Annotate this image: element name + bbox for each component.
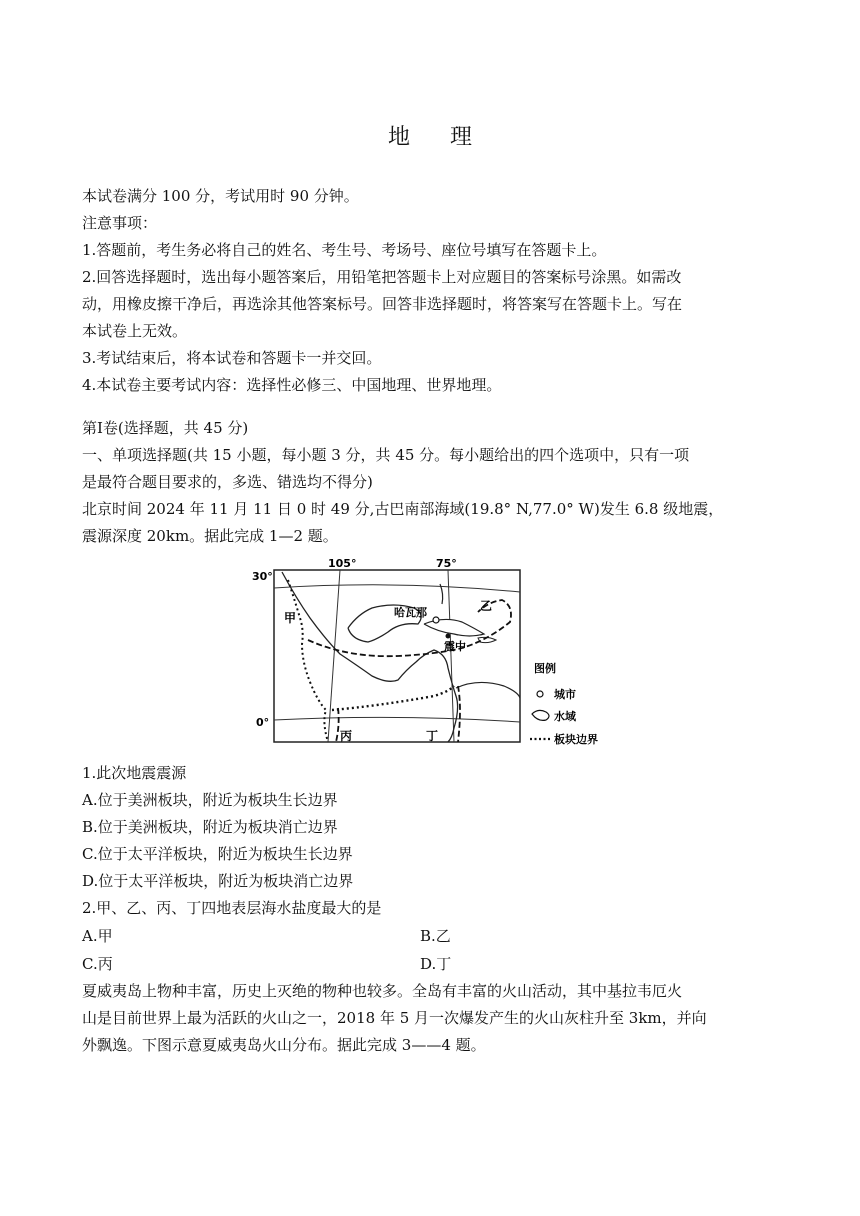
notice-item-2-line: 本试卷上无效。 <box>82 322 188 340</box>
question-context-line: 北京时间 2024 年 11 月 11 日 0 时 49 分,古巴南部海域(19.8° N,77.0° W)发生 6.8 级地震， <box>82 500 724 518</box>
legend-boundary-label: 板块边界 <box>554 733 598 746</box>
plate-boundary-ridge <box>336 708 339 742</box>
question-1-option-c: C.位于太平洋板块，附近为板块生长边界 <box>82 845 353 863</box>
title-char-1: 地 <box>387 125 410 150</box>
question-1-option-d: D.位于太平洋板块，附近为板块消亡边界 <box>82 872 354 890</box>
question-2-options-row <box>82 922 782 950</box>
lat-label-0: 0° <box>256 716 270 729</box>
section-instructions-line: 一、单项选择题(共 15 小题，每小题 3 分，共 45 分。每小题给出的四个选项中，只有一项 <box>82 446 690 464</box>
section-instructions-line: 是最符合题目要求的，多选、错选均不得分) <box>82 473 373 491</box>
notice-item-2 <box>82 264 782 345</box>
lon-label-105: 105° <box>328 558 357 570</box>
question-1-option-b: B.位于美洲板块，附近为板块消亡边界 <box>82 818 338 836</box>
hawaii-context-line: 山是目前世界上最为活跃的火山之一，2018 年 5 月一次爆发产生的火山灰柱升至 3km，并向 <box>82 1009 707 1027</box>
question-context-line: 震源深度 20km。据此完成 1—2 题。 <box>82 527 338 545</box>
longitude-line-75 <box>448 570 454 742</box>
lon-label-75: 75° <box>436 558 457 570</box>
longitude-line-105 <box>328 570 340 742</box>
label-epicenter: 震中 <box>444 640 466 653</box>
notice-heading: 注意事项： <box>82 214 158 232</box>
label-havana: 哈瓦那 <box>394 606 427 619</box>
notice-item-2-line: 动，用橡皮擦干净后，再选涂其他答案标号。回答非选择题时，将答案写在答题卡上。写在 <box>82 295 683 313</box>
havana-city-icon <box>433 617 439 623</box>
page-title <box>0 120 860 151</box>
coastline-west <box>282 572 458 742</box>
label-ding: 丁 <box>426 729 439 743</box>
notice-item-3: 3.考试结束后，将本试卷和答题卡一并交回。 <box>82 349 382 367</box>
exam-info: 本试卷满分 100 分，考试用时 90 分钟。 <box>82 187 359 205</box>
legend-water-icon <box>532 710 549 720</box>
south-america-coast <box>456 682 520 698</box>
earthquake-map <box>248 558 608 754</box>
latitude-line-30 <box>274 585 520 592</box>
part-heading: 第Ⅰ卷(选择题，共 45 分) <box>82 419 249 437</box>
question-1-stem: 1.此次地震震源 <box>82 764 187 782</box>
hawaii-context-line: 外飘逸。下图示意夏威夷岛火山分布。据此完成 3——4 题。 <box>82 1036 486 1054</box>
exam-content <box>82 183 782 1059</box>
question-2-option-c: C.丙 <box>82 955 113 973</box>
plate-boundary-cocos <box>332 686 454 710</box>
latitude-line-0 <box>274 717 520 722</box>
notice-item-4: 4.本试卷主要考试内容：选择性必修三、中国地理、世界地理。 <box>82 376 502 394</box>
lat-label-30: 30° <box>252 570 273 583</box>
label-jia: 甲 <box>284 611 297 625</box>
hawaii-context-line: 夏威夷岛上物种丰富，历史上灭绝的物种也较多。全岛有丰富的火山活动，其中基拉韦厄火 <box>82 982 683 1000</box>
label-bing: 丙 <box>340 729 353 743</box>
question-2-option-d: D.丁 <box>420 955 452 973</box>
question-1-option-a: A.位于美洲板块，附近为板块生长边界 <box>82 791 338 809</box>
legend-title: 图例 <box>534 662 556 675</box>
title-char-2: 理 <box>450 125 473 150</box>
question-2-stem: 2.甲、乙、丙、丁四地表层海水盐度最大的是 <box>82 899 382 917</box>
plate-boundary-south <box>458 686 460 742</box>
florida-coast <box>440 584 443 604</box>
label-yi: 乙 <box>480 599 493 613</box>
question-2-options-row <box>82 950 782 978</box>
question-2-option-b: B.乙 <box>420 927 451 945</box>
question-2-option-a: A.甲 <box>82 927 113 945</box>
legend-water-label: 水域 <box>554 710 576 723</box>
map-legend <box>530 661 598 746</box>
notice-item-2-line: 2.回答选择题时，选出每小题答案后，用铅笔把答题卡上对应题目的答案标号涂黑。如需改 <box>82 268 682 286</box>
epicenter-marker-icon <box>446 634 451 639</box>
notice-item-1: 1.答题前，考生务必将自己的姓名、考生号、考场号、座位号填写在答题卡上。 <box>82 241 607 259</box>
legend-city-label: 城市 <box>554 688 576 701</box>
legend-city-icon <box>537 691 543 697</box>
